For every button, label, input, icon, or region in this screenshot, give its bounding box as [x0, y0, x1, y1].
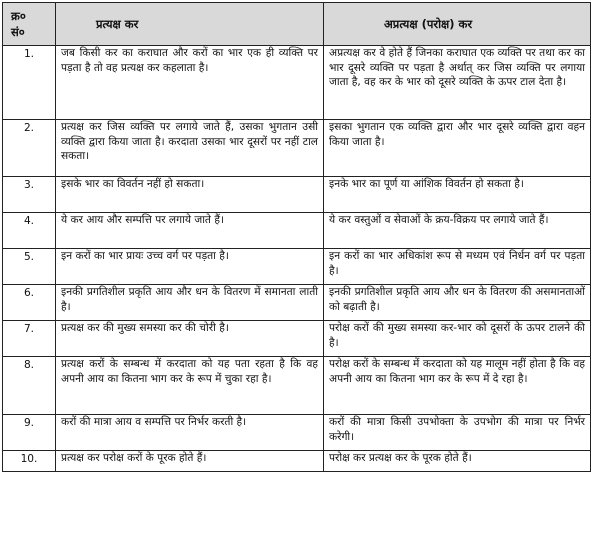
direct-tax-cell: प्रत्यक्ष करों के सम्बन्ध में करदाता को यह पता रहता है कि वह अपनी आय का कितना भाग कर के रूप में चुका रहा है। — [56, 357, 324, 415]
table-row — [3, 321, 591, 357]
direct-tax-cell: इसके भार का विवर्तन नहीं हो सकता। — [56, 177, 324, 213]
direct-tax-header: प्रत्यक्ष कर — [56, 3, 324, 46]
direct-tax-cell: प्रत्यक्ष कर की मुख्य समस्या कर की चोरी है। — [56, 321, 324, 357]
direct-tax-cell: इनकी प्रगतिशील प्रकृति आय और धन के वितरण में समानता लाती है। — [56, 285, 324, 321]
table-row — [3, 213, 591, 249]
direct-tax-cell: ये कर आय और सम्पत्ति पर लगाये जाते हैं। — [56, 213, 324, 249]
direct-tax-cell: प्रत्यक्ष कर परोक्ष करों के पूरक होते हैं। — [56, 451, 324, 472]
serial-header-line1: क्र० — [11, 9, 26, 23]
direct-tax-cell: करों की मात्रा आय व सम्पत्ति पर निर्भर करती है। — [56, 415, 324, 451]
row-number: 1. — [3, 46, 56, 120]
table-row — [3, 451, 591, 472]
indirect-tax-cell: इनकी प्रगतिशील प्रकृति आय और धन के वितरण की असमानताओं को बढ़ाती है। — [324, 285, 591, 321]
serial-header-line2: सं० — [11, 25, 25, 39]
table-body — [3, 46, 591, 472]
table-row — [3, 285, 591, 321]
row-number: 8. — [3, 357, 56, 415]
indirect-tax-cell: अप्रत्यक्ष कर वे होते हैं जिनका कराघात एक व्यक्ति पर तथा कर का भार दूसरे व्यक्ति पर पड़ता है अर्थात् कर जिस व्यक्ति पर लगाया जाता है, वह कर के भार को दूसरे व्यक्ति के ऊपर टाल देता है। — [324, 46, 591, 120]
indirect-tax-cell: करों की मात्रा किसी उपभोक्ता के उपभोग की मात्रा पर निर्भर करेगी। — [324, 415, 591, 451]
table-row — [3, 249, 591, 285]
row-number: 5. — [3, 249, 56, 285]
row-number: 7. — [3, 321, 56, 357]
table-header — [3, 3, 591, 46]
table-row — [3, 357, 591, 415]
indirect-tax-cell: परोक्ष कर प्रत्यक्ष कर के पूरक होते हैं। — [324, 451, 591, 472]
row-number: 6. — [3, 285, 56, 321]
indirect-tax-cell: परोक्ष करों के सम्बन्ध में करदाता को यह मालूम नहीं होता है कि वह अपनी आय का कितना भाग कर के रूप में दे रहा है। — [324, 357, 591, 415]
indirect-tax-header: अप्रत्यक्ष (परोक्ष) कर — [324, 3, 591, 46]
indirect-tax-cell: ये कर वस्तुओं व सेवाओं के क्रय-विक्रय पर लगाये जाते हैं। — [324, 213, 591, 249]
serial-number-header — [3, 3, 56, 46]
table-row — [3, 120, 591, 177]
row-number: 2. — [3, 120, 56, 177]
direct-tax-cell: जब किसी कर का कराघात और करों का भार एक ही व्यक्ति पर पड़ता है तो वह प्रत्यक्ष कर कहलाता है। — [56, 46, 324, 120]
indirect-tax-cell: इसका भुगतान एक व्यक्ति द्वारा और भार दूसरे व्यक्ति द्वारा वहन किया जाता है। — [324, 120, 591, 177]
table-row — [3, 415, 591, 451]
table-row — [3, 177, 591, 213]
row-number: 4. — [3, 213, 56, 249]
row-number: 10. — [3, 451, 56, 472]
header-row — [3, 3, 591, 46]
indirect-tax-cell: परोक्ष करों की मुख्य समस्या कर-भार को दूसरों के ऊपर टालने की है। — [324, 321, 591, 357]
table-row — [3, 46, 591, 120]
direct-tax-cell: प्रत्यक्ष कर जिस व्यक्ति पर लगाये जाते हैं, उसका भुगतान उसी व्यक्ति द्वारा किया जाता है। करदाता उसका भार दूसरों पर नहीं टाल सकता। — [56, 120, 324, 177]
row-number: 9. — [3, 415, 56, 451]
direct-tax-cell: इन करों का भार प्रायः उच्च वर्ग पर पड़ता है। — [56, 249, 324, 285]
tax-comparison-table — [2, 2, 591, 472]
indirect-tax-cell: इन करों का भार अधिकांश रूप से मध्यम एवं निर्धन वर्ग पर पड़ता है। — [324, 249, 591, 285]
indirect-tax-cell: इनके भार का पूर्ण या आंशिक विवर्तन हो सकता है। — [324, 177, 591, 213]
row-number: 3. — [3, 177, 56, 213]
